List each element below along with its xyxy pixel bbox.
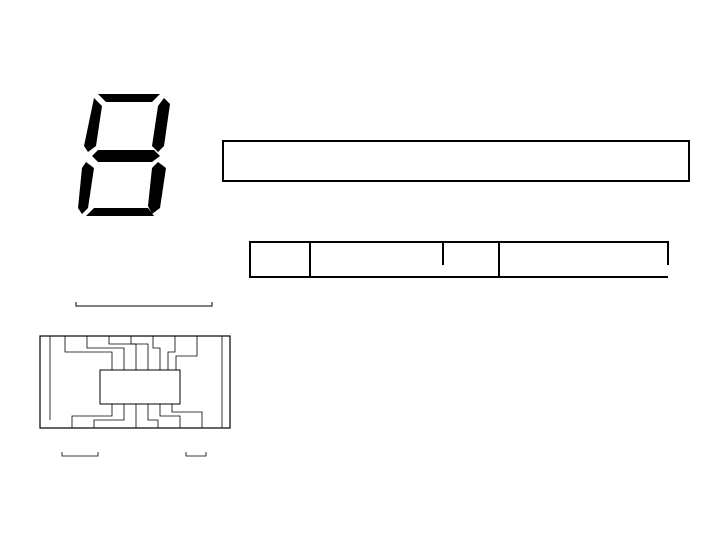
segment-f — [84, 98, 102, 152]
header-decimal-3 — [250, 265, 310, 277]
segment-g — [92, 150, 160, 162]
digit-strip — [222, 140, 692, 182]
header-decimal-2 — [250, 254, 310, 265]
segment-b — [152, 98, 170, 152]
header-outputs — [499, 242, 668, 265]
header-inputs — [310, 242, 443, 265]
strip-numbers — [222, 182, 692, 200]
truth-table — [249, 241, 669, 278]
segment-e — [78, 162, 94, 214]
ic-pinout-diagram — [36, 292, 236, 472]
truth-table-container — [249, 241, 669, 513]
header-decimal-1 — [250, 242, 310, 254]
segment-a — [98, 94, 160, 102]
segment-c — [148, 162, 166, 214]
header-bi — [443, 242, 499, 277]
seven-segment-diagram — [72, 82, 187, 222]
segment-d — [86, 208, 154, 216]
